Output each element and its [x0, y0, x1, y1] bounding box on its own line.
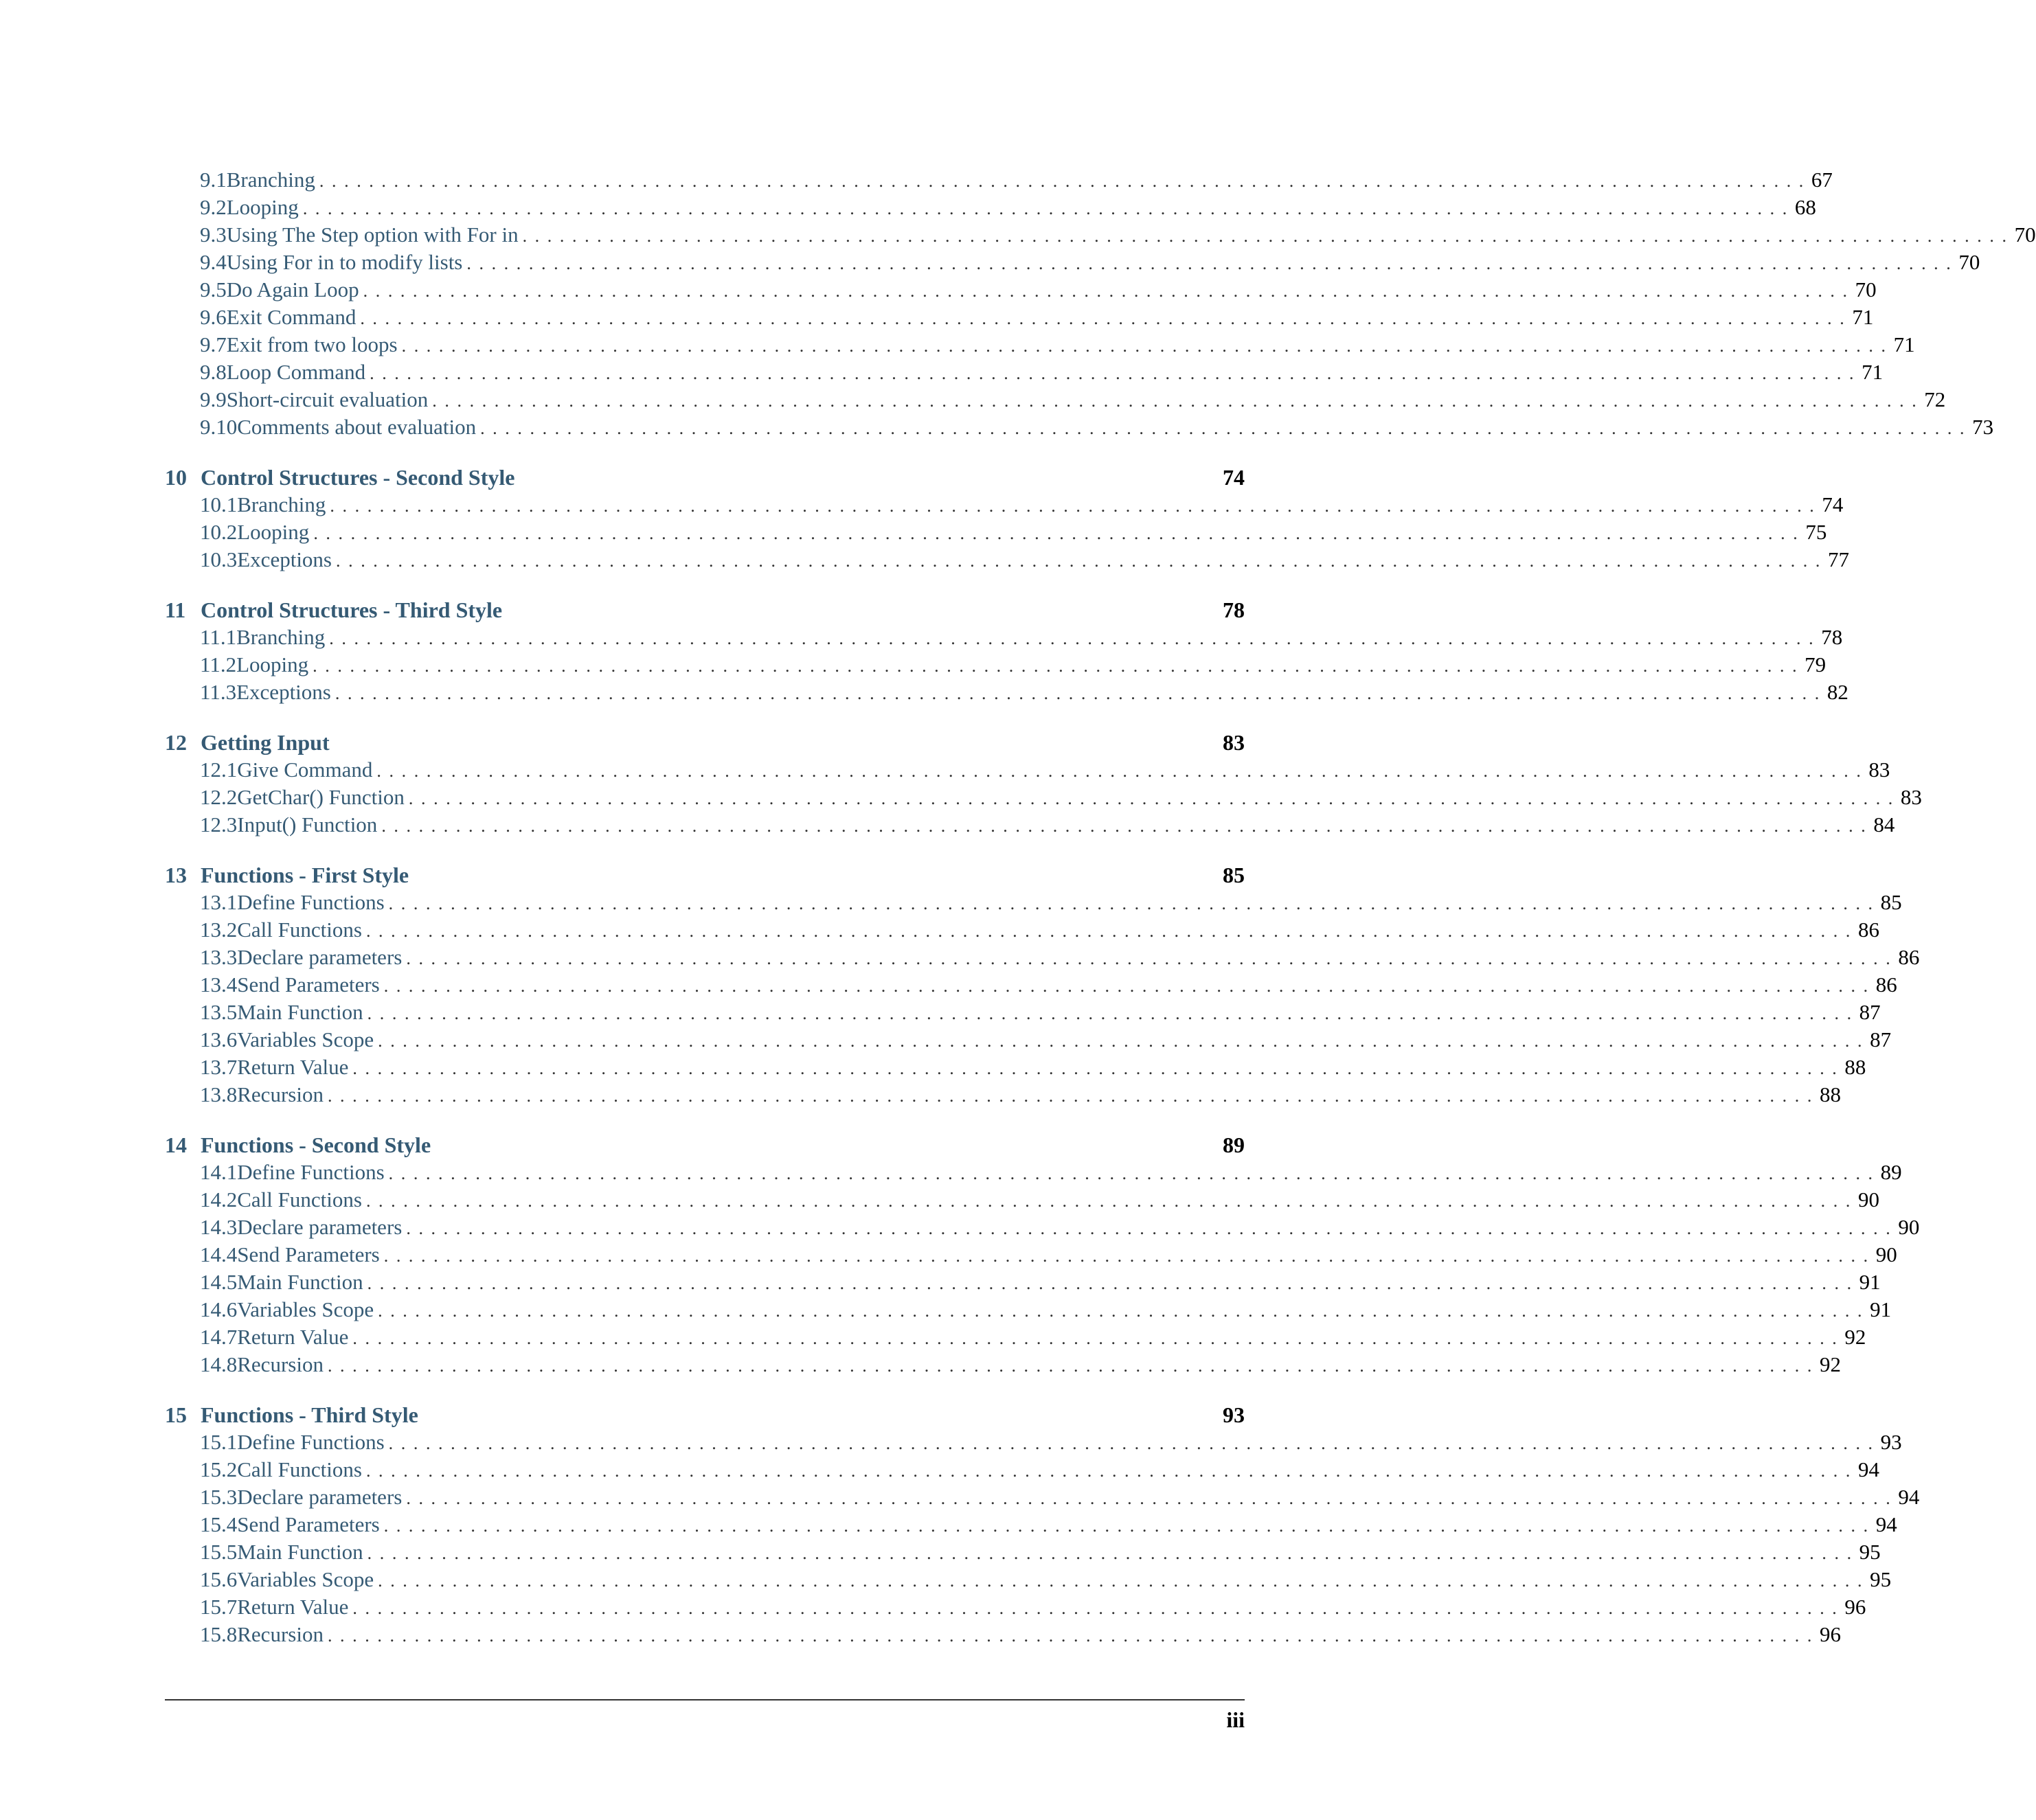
entry-number: 14.4 [200, 1242, 238, 1266]
leader-dots: ........................................................................................................................ [370, 363, 1862, 383]
entry-title: Recursion [237, 1622, 324, 1646]
entry-page: 70 [2014, 223, 2036, 247]
leader-dots: ........................................................................................................................ [319, 171, 1811, 191]
toc-entry[interactable] [165, 1323, 1866, 1351]
leader-dots: ........................................................................................................................ [383, 1516, 1876, 1536]
entry-title: Exceptions [236, 680, 331, 704]
entry-page: 86 [1857, 918, 1879, 942]
chapter-page: 85 [1223, 863, 1245, 887]
toc-entry[interactable] [165, 304, 1874, 331]
toc-entry[interactable] [165, 1296, 1892, 1323]
chapter-page: 83 [1223, 730, 1245, 755]
page-number: iii [1226, 1707, 1245, 1732]
toc-entry[interactable] [165, 1456, 1879, 1483]
leader-dots: ........................................................................................................................ [408, 788, 1901, 808]
leader-dots: ........................................................................................................................ [388, 894, 1881, 913]
leader-dots: ........................................................................................................................ [352, 1058, 1845, 1078]
leader-dots: ........................................................................................................................ [335, 683, 1827, 703]
entry-number: 9.6 [200, 305, 227, 329]
entry-title: Short-circuit evaluation [226, 387, 429, 411]
toc-entry[interactable] [165, 916, 1879, 944]
entry-number: 11.3 [200, 680, 237, 704]
chapter-title: Functions - First Style [201, 863, 409, 887]
leader-dots: ........................................................................................................................ [327, 1086, 1820, 1106]
entry-title: Send Parameters [237, 1242, 380, 1266]
entry-page: 87 [1870, 1027, 1892, 1051]
entry-title: Declare parameters [237, 1485, 403, 1509]
leader-dots: ........................................................................................................................ [388, 1433, 1881, 1453]
entry-page: 67 [1811, 168, 1833, 192]
toc-entry[interactable] [165, 1621, 1841, 1648]
toc-entry[interactable] [165, 756, 1890, 784]
entry-number: 15.2 [200, 1457, 238, 1481]
entry-number: 15.1 [200, 1430, 238, 1454]
leader-dots: ........................................................................................................................ [352, 1598, 1845, 1618]
entry-page: 71 [1893, 332, 1915, 356]
entry-title: Give Command [237, 758, 373, 782]
toc-entry[interactable] [165, 359, 1884, 386]
entry-number: 12.1 [200, 758, 238, 782]
toc-entry[interactable] [165, 1214, 1920, 1241]
entry-title: Return Value [237, 1055, 349, 1079]
entry-page: 84 [1873, 812, 1895, 837]
leader-dots: ........................................................................................................................ [352, 1328, 1845, 1348]
entry-title: Main Function [237, 1270, 363, 1294]
entry-title: Declare parameters [237, 1215, 403, 1239]
entry-number: 10.3 [200, 547, 238, 571]
entry-page: 90 [1857, 1187, 1879, 1212]
entry-page: 90 [1898, 1215, 1920, 1239]
chapter-heading[interactable] [165, 596, 1245, 624]
entry-number: 15.7 [200, 1595, 238, 1619]
entry-title: Exit from two loops [226, 332, 398, 356]
entry-page: 75 [1805, 520, 1827, 544]
leader-dots: ........................................................................................................................ [378, 1571, 1870, 1591]
chapter-title: Control Structures - Second Style [201, 465, 515, 490]
leader-dots: ........................................................................................................................ [360, 308, 1853, 328]
leader-dots: ........................................................................................................................ [378, 1301, 1870, 1321]
toc-chapter-10 [165, 464, 1849, 573]
chapter-title: Functions - Third Style [201, 1402, 418, 1427]
entry-page: 83 [1900, 785, 1922, 809]
entry-number: 15.8 [200, 1622, 238, 1646]
entry-title: Define Functions [237, 1430, 385, 1454]
entry-title: Input() Function [237, 812, 378, 837]
entry-title: Loop Command [226, 360, 366, 384]
toc-entry[interactable] [165, 276, 1877, 304]
toc-entry[interactable] [165, 1351, 1841, 1378]
toc-entry[interactable] [165, 1026, 1892, 1054]
entry-title: Exceptions [237, 547, 332, 571]
toc-entry[interactable] [165, 546, 1849, 573]
entry-number: 10.2 [200, 520, 238, 544]
entry-number: 9.7 [200, 332, 227, 356]
entry-page: 94 [1898, 1485, 1920, 1509]
entry-number: 13.4 [200, 972, 238, 997]
entry-number: 13.1 [200, 890, 238, 914]
toc-entry[interactable] [165, 1593, 1866, 1621]
leader-dots: ........................................................................................................................ [336, 551, 1828, 571]
entry-number: 11.1 [200, 625, 237, 649]
chapter-title: Control Structures - Third Style [201, 598, 503, 622]
entry-title: Return Value [237, 1595, 349, 1619]
entry-title: Variables Scope [237, 1567, 374, 1591]
entry-title: Looping [236, 652, 309, 676]
chapter-page: 89 [1223, 1133, 1245, 1157]
toc-entry[interactable] [165, 413, 1994, 441]
entry-title: Recursion [237, 1082, 324, 1106]
chapter-number: 10 [165, 465, 187, 490]
toc-entry[interactable] [165, 1269, 1881, 1296]
chapter-page: 78 [1223, 598, 1245, 622]
leader-dots: ........................................................................................................................ [367, 1003, 1859, 1023]
toc-entry[interactable] [165, 1159, 1902, 1186]
entry-number: 11.2 [200, 652, 237, 676]
entry-number: 13.8 [200, 1082, 238, 1106]
toc-chapter-14 [165, 1131, 1920, 1378]
entry-page: 71 [1852, 305, 1874, 329]
entry-page: 87 [1859, 1000, 1881, 1024]
entry-title: Send Parameters [237, 972, 380, 997]
toc-entry[interactable] [165, 1538, 1881, 1566]
toc-entry[interactable] [165, 166, 1833, 194]
entry-page: 86 [1875, 972, 1897, 997]
chapter-heading[interactable] [165, 1131, 1245, 1159]
toc-entry[interactable] [165, 811, 1895, 839]
entry-page: 79 [1805, 652, 1826, 676]
entry-title: Comments about evaluation [237, 415, 477, 439]
leader-dots: ........................................................................................................................ [383, 976, 1876, 996]
entry-page: 93 [1880, 1430, 1902, 1454]
toc-entry[interactable] [165, 194, 1816, 221]
toc-entry[interactable] [165, 1081, 1841, 1108]
entry-page: 94 [1875, 1512, 1897, 1536]
entry-title: Branching [237, 492, 326, 516]
entry-number: 15.3 [200, 1485, 238, 1509]
entry-page: 78 [1821, 625, 1843, 649]
toc-entry[interactable] [165, 221, 2036, 249]
entry-number: 14.2 [200, 1187, 238, 1212]
chapter-number: 13 [165, 863, 187, 887]
toc-entry[interactable] [165, 1054, 1866, 1081]
toc-entry[interactable] [165, 1483, 1920, 1511]
toc-entry[interactable] [165, 889, 1902, 916]
entry-title: Branching [226, 168, 315, 192]
toc-entry[interactable] [165, 1186, 1879, 1214]
entry-title: Define Functions [237, 1160, 385, 1184]
entry-page: 88 [1844, 1055, 1866, 1079]
entry-page: 85 [1880, 890, 1902, 914]
toc-entry[interactable] [165, 491, 1844, 519]
toc-chapter-12 [165, 729, 1922, 839]
entry-number: 13.6 [200, 1027, 238, 1051]
entry-page: 90 [1875, 1242, 1897, 1266]
entry-page: 95 [1859, 1540, 1881, 1564]
leader-dots: ........................................................................................................................ [401, 336, 1894, 356]
entry-page: 92 [1844, 1325, 1866, 1349]
entry-number: 9.5 [200, 277, 227, 302]
toc-entry[interactable] [165, 1241, 1897, 1269]
entry-number: 9.8 [200, 360, 227, 384]
entry-number: 10.1 [200, 492, 238, 516]
entry-number: 9.2 [200, 195, 227, 219]
toc-entry[interactable] [165, 386, 1946, 413]
entry-title: Call Functions [237, 918, 362, 942]
entry-number: 15.5 [200, 1540, 238, 1564]
entry-title: Call Functions [237, 1187, 362, 1212]
toc-entry[interactable] [165, 519, 1827, 546]
entry-title: Looping [226, 195, 299, 219]
entry-page: 77 [1828, 547, 1849, 571]
entry-page: 88 [1819, 1082, 1841, 1106]
leader-dots: ........................................................................................................................ [313, 523, 1806, 543]
chapter-number: 15 [165, 1402, 187, 1427]
leader-dots: ........................................................................................................................ [466, 253, 1959, 273]
entry-title: Using For in to modify lists [226, 250, 463, 274]
entry-page: 96 [1844, 1595, 1866, 1619]
toc-chapter-13 [165, 861, 1920, 1108]
toc-entry[interactable] [165, 1566, 1892, 1593]
entry-title: Declare parameters [237, 945, 403, 969]
entry-page: 68 [1794, 195, 1816, 219]
leader-dots: ........................................................................................................................ [388, 1163, 1881, 1183]
entry-title: Using The Step option with For in [226, 223, 519, 247]
entry-page: 74 [1822, 492, 1844, 516]
leader-dots: ........................................................................................................................ [383, 1246, 1876, 1266]
entry-title: Variables Scope [237, 1027, 374, 1051]
entry-page: 82 [1826, 680, 1848, 704]
entry-number: 12.2 [200, 785, 238, 809]
entry-page: 91 [1870, 1297, 1892, 1321]
entry-page: 92 [1819, 1352, 1841, 1376]
entry-title: Looping [237, 520, 310, 544]
entry-page: 89 [1880, 1160, 1902, 1184]
entry-title: Main Function [237, 1000, 363, 1024]
leader-dots: ........................................................................................................................ [363, 281, 1855, 301]
entry-number: 15.4 [200, 1512, 238, 1536]
entry-page: 72 [1924, 387, 1946, 411]
toc-entry[interactable] [165, 331, 1915, 359]
toc-entry[interactable] [165, 784, 1922, 811]
entry-page: 96 [1819, 1622, 1841, 1646]
toc-entry[interactable] [165, 999, 1881, 1026]
entry-page: 94 [1857, 1457, 1879, 1481]
leader-dots: ........................................................................................................................ [432, 391, 1925, 411]
toc-entry[interactable] [165, 624, 1843, 651]
toc-entry[interactable] [165, 249, 1980, 276]
leader-dots: ........................................................................................................................ [378, 1031, 1870, 1051]
leader-dots: ........................................................................................................................ [522, 226, 2015, 246]
entry-page: 71 [1862, 360, 1884, 384]
entry-number: 13.3 [200, 945, 238, 969]
leader-dots: ........................................................................................................................ [381, 816, 1874, 836]
chapter-heading[interactable] [165, 1401, 1245, 1429]
chapter-page: 93 [1223, 1402, 1245, 1427]
entry-number: 9.4 [200, 250, 227, 274]
entry-title: Return Value [237, 1325, 349, 1349]
leader-dots: ........................................................................................................................ [406, 1218, 1899, 1238]
entry-title: Define Functions [237, 890, 385, 914]
leader-dots: ........................................................................................................................ [406, 1488, 1899, 1508]
toc-entry[interactable] [165, 679, 1848, 706]
entry-number: 14.6 [200, 1297, 238, 1321]
toc-chapter-9-continued [165, 166, 2036, 441]
leader-dots: ........................................................................................................................ [313, 656, 1805, 676]
chapter-number: 12 [165, 730, 187, 755]
entry-number: 15.6 [200, 1567, 238, 1591]
leader-dots: ........................................................................................................................ [367, 1273, 1859, 1293]
entry-number: 14.7 [200, 1325, 238, 1349]
chapter-title: Getting Input [201, 730, 330, 755]
entry-title: Variables Scope [237, 1297, 374, 1321]
entry-page: 70 [1958, 250, 1980, 274]
entry-page: 70 [1855, 277, 1877, 302]
entry-number: 14.3 [200, 1215, 238, 1239]
leader-dots: ........................................................................................................................ [406, 948, 1899, 968]
entry-title: Main Function [237, 1540, 363, 1564]
entry-title: GetChar() Function [237, 785, 405, 809]
leader-dots: ........................................................................................................................ [329, 628, 1822, 648]
leader-dots: ........................................................................................................................ [327, 1626, 1820, 1646]
entry-page: 95 [1870, 1567, 1892, 1591]
toc-chapter-15 [165, 1401, 1920, 1648]
toc-entry[interactable] [165, 651, 1826, 679]
entry-number: 12.3 [200, 812, 238, 837]
entry-number: 9.3 [200, 223, 227, 247]
entry-number: 14.1 [200, 1160, 238, 1184]
entry-number: 14.8 [200, 1352, 238, 1376]
chapter-heading[interactable] [165, 464, 1245, 491]
entry-title: Call Functions [237, 1457, 362, 1481]
table-of-contents [165, 166, 2036, 1671]
toc-entry[interactable] [165, 944, 1920, 971]
entry-title: Branching [236, 625, 326, 649]
chapter-heading[interactable] [165, 861, 1245, 889]
toc-entry[interactable] [165, 1511, 1897, 1538]
leader-dots: ........................................................................................................................ [367, 1543, 1859, 1563]
entry-title: Recursion [237, 1352, 324, 1376]
leader-dots: ........................................................................................................................ [302, 198, 1795, 218]
toc-entry[interactable] [165, 1429, 1902, 1456]
entry-number: 13.2 [200, 918, 238, 942]
entry-number: 9.9 [200, 387, 227, 411]
chapter-page: 74 [1223, 465, 1245, 490]
entry-title: Send Parameters [237, 1512, 380, 1536]
entry-number: 13.5 [200, 1000, 238, 1024]
entry-page: 86 [1898, 945, 1920, 969]
chapter-heading[interactable] [165, 729, 1245, 756]
chapter-number: 14 [165, 1133, 187, 1157]
chapter-title: Functions - Second Style [201, 1133, 431, 1157]
entry-number: 14.5 [200, 1270, 238, 1294]
footer-divider [165, 1699, 1245, 1700]
entry-number: 13.7 [200, 1055, 238, 1079]
leader-dots: ........................................................................................................................ [330, 496, 1822, 516]
entry-title: Exit Command [226, 305, 357, 329]
entry-page: 73 [1972, 415, 1994, 439]
leader-dots: ........................................................................................................................ [376, 761, 1869, 781]
leader-dots: ........................................................................................................................ [365, 1191, 1858, 1211]
chapter-number: 11 [165, 598, 186, 622]
leader-dots: ........................................................................................................................ [365, 1461, 1858, 1481]
entry-page: 83 [1868, 758, 1890, 782]
leader-dots: ........................................................................................................................ [327, 1356, 1820, 1376]
toc-chapter-11 [165, 596, 1848, 706]
entry-page: 91 [1859, 1270, 1881, 1294]
entry-number: 9.1 [200, 168, 227, 192]
entry-title: Do Again Loop [226, 277, 359, 302]
entry-number: 9.10 [200, 415, 238, 439]
leader-dots: ........................................................................................................................ [480, 418, 1973, 438]
toc-entry[interactable] [165, 971, 1897, 999]
leader-dots: ........................................................................................................................ [365, 921, 1858, 941]
